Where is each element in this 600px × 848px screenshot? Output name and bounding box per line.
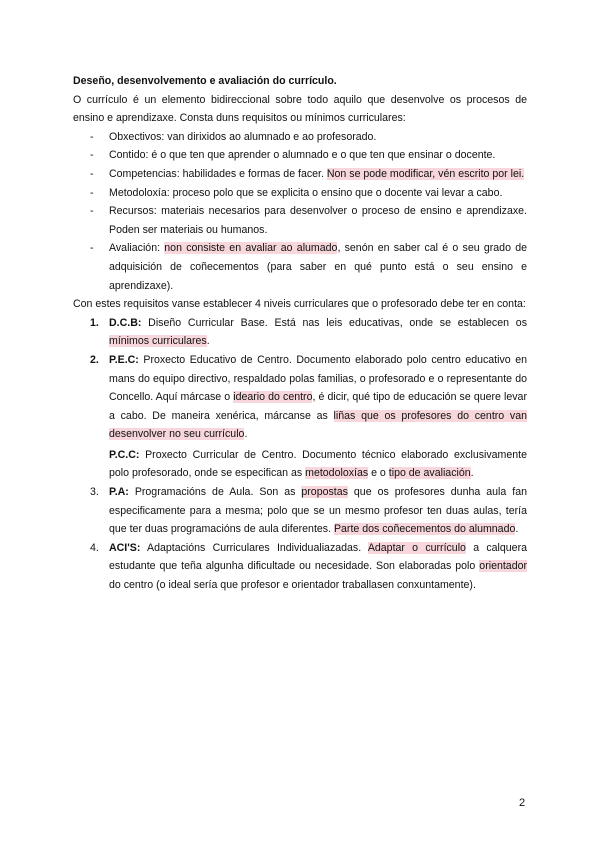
highlight: Non se pode modificar, vén escrito por lei. [326,167,525,180]
dash-bullet: - [90,186,94,199]
list-item: - Recursos: materiais necesarios para desenvolver o proceso de ensino e aprendizaxe. Poden ser materiais ou humanos. [73,202,527,239]
item-number: 1. [90,316,99,329]
page-number: 2 [519,797,526,809]
highlight: mínimos curriculares [109,335,207,348]
highlight: orientador [479,560,527,573]
niveis-list [73,314,527,595]
level-label: D.C.B: [109,316,142,329]
level-pec: 2. P.E.C: Proxecto Educativo de Centro. Documento elaborado polo centro educativo en mans do equipo directivo, respaldado polas familias, o profesorado e o representante do Concello. Aquí márcase o ideario do centro, é dicir, qué tipo de educación se quere levar a cabo. De maneira xenérica, márcanse as liñas que os profesores do centro van desenvolver no seu currículo. P.C.C: Proxecto Curricular de Centro. Documento técnico elaborado exclusivamente polo profesorado, onde se especifican as metodoloxías e o tipo de avaliación. [73,351,527,483]
highlight: liñas que os profesores do centro van desenvolver no seu currículo [109,409,528,441]
level-label: P.E.C: [109,353,139,366]
level-label: ACI'S: [109,541,141,554]
highlight: non consiste en avaliar ao alumado [164,242,338,255]
highlight: Parte dos coñecementos do alumnado [333,523,516,536]
level-pa: 3. P.A: Programacións de Aula. Son as propostas que os profesores dunha aula fan especificamente para a mesma; polo que se un mesmo profesor ten duas aulas, tería que ter duas programacións de aula diferentes. Parte dos coñecementos do alumnado. [73,483,527,539]
dash-bullet: - [90,242,94,255]
section-heading: Deseño, desenvolvemento e avaliación do currículo. [73,75,337,87]
dash-bullet: - [90,130,94,143]
list-item: - Contido: é o que ten que aprender o alumnado e o que ten que ensinar o docente. [73,146,527,165]
level-label: P.C.C: [109,448,140,461]
list-item: - Avaliación: non consiste en avaliar ao alumado, senón en saber cal é o seu grado de adquisición de coñecementos (para saber en qué punto está o seu ensino e aprendizaxe). [73,239,527,295]
highlight: metodoloxías [305,467,369,480]
highlight: tipo de avaliación [388,467,471,480]
document-body [73,72,527,595]
list-item: - Competencias: habilidades e formas de facer. Non se pode modificar, vén escrito por lei. [73,165,527,184]
level-dcb: 1. D.C.B: Diseño Curricular Base. Está nas leis educativas, onde se establecen os mínimos curriculares. [73,314,527,351]
niveis-intro: Con estes requisitos vanse establecer 4 niveis curriculares que o profesorado debe ter en conta: [73,298,526,311]
item-number: 3. [90,486,99,499]
requisitos-list [73,128,527,295]
item-number: 4. [90,541,99,554]
item-number: 2. [90,353,99,366]
dash-bullet: - [90,167,94,180]
level-label: P.A: [109,486,129,499]
highlight: Adaptar o currículo [367,541,466,554]
intro-paragraph: O currículo é un elemento bidireccional sobre todo aquilo que desenvolve os procesos de ensino e aprendizaxe. Consta duns requisitos ou mínimos curriculares: [73,93,527,125]
level-pcc: P.C.C: Proxecto Curricular de Centro. Documento técnico elaborado exclusivamente polo profesorado, onde se especifican as metodoloxías e o tipo de avaliación. [109,448,527,480]
highlight: ideario do centro [233,391,313,404]
list-item: - Obxectivos: van dirixidos ao alumnado e ao profesorado. [73,128,527,147]
highlight: propostas [301,486,348,499]
level-aci: 4. ACI'S: Adaptacións Curriculares Individualiazadas. Adaptar o currículo a calquera estudante que teña algunha dificultade ou necesidade. Son elaboradas polo orientador do centro (o ideal sería que profesor e orientador traballasen conxuntamente). [73,539,527,595]
dash-bullet: - [90,205,94,218]
dash-bullet: - [90,149,94,162]
list-item: - Metodoloxía: proceso polo que se explicita o ensino que o docente vai levar a cabo. [73,184,527,203]
